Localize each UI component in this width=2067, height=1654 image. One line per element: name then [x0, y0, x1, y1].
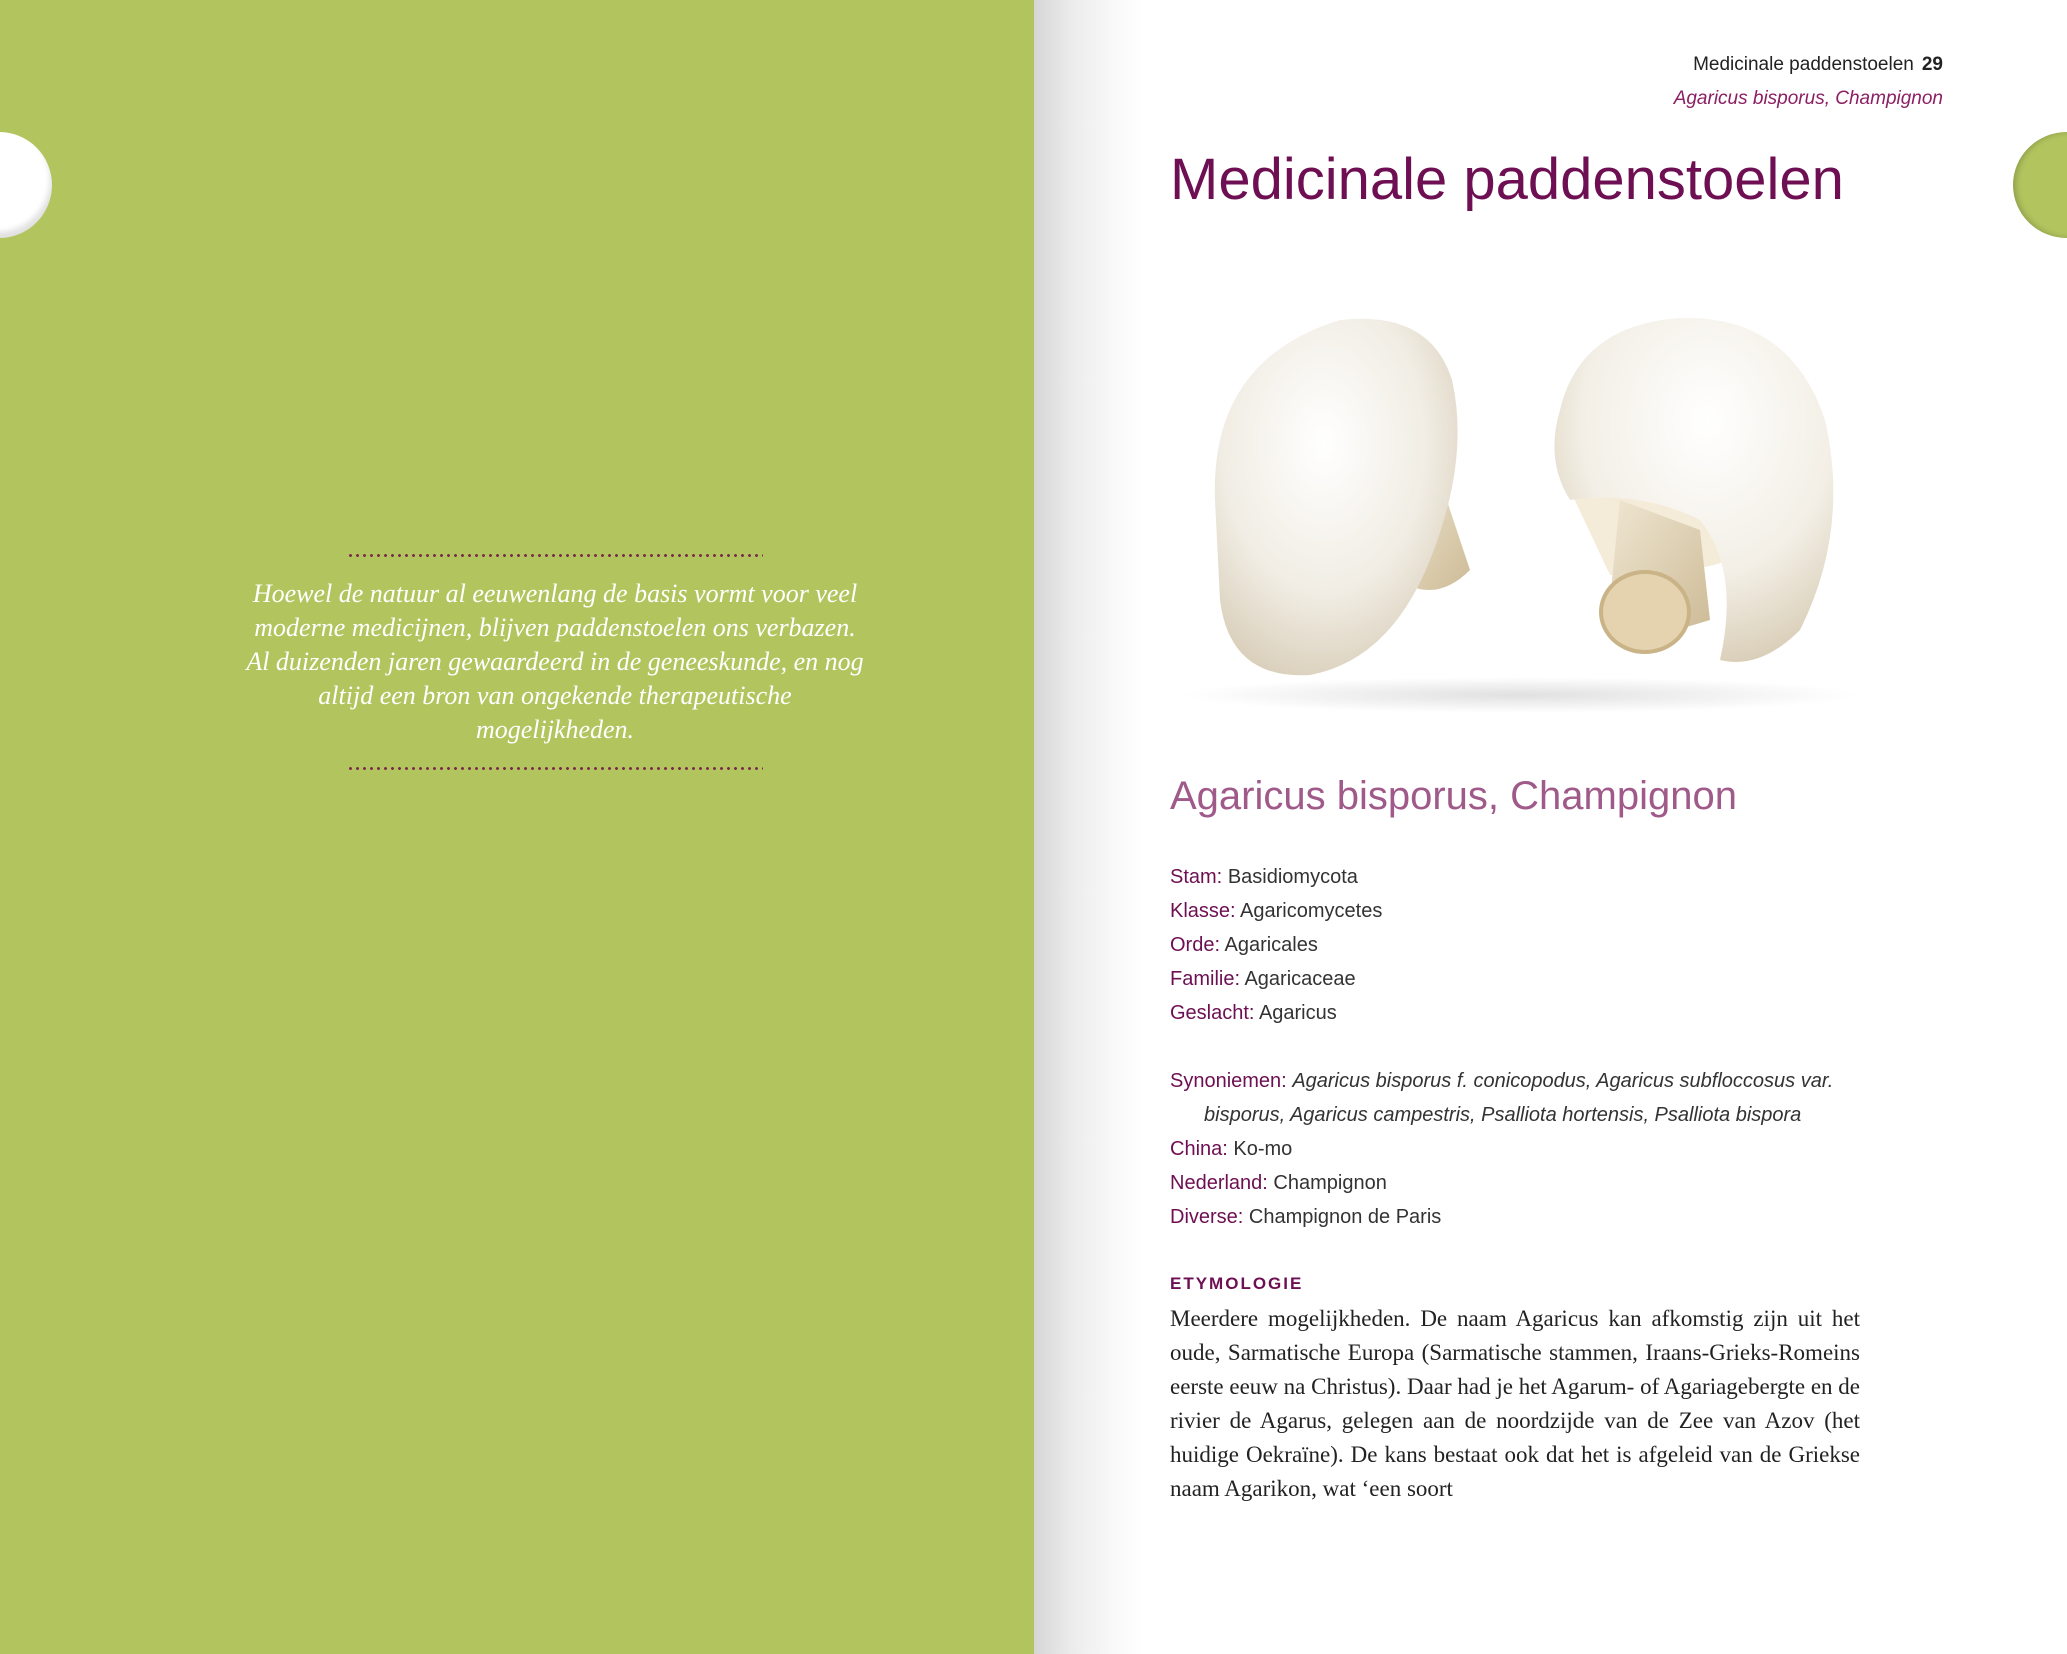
name-value: Champignon: [1273, 1172, 1387, 1194]
mushroom-photo: [1140, 300, 1900, 720]
name-value: Champignon de Paris: [1248, 1206, 1442, 1228]
running-head-section: Agaricus bisporus, Champignon: [1673, 88, 1943, 109]
taxonomy-label: Klasse:: [1170, 900, 1236, 922]
pull-quote: [240, 554, 870, 770]
name-label: Diverse:: [1170, 1206, 1244, 1228]
name-label: Nederland:: [1170, 1172, 1268, 1194]
left-mushroom-cap: [1215, 319, 1458, 676]
taxonomy-label: Stam:: [1170, 866, 1223, 888]
taxonomy-value: Agaricomycetes: [1240, 900, 1383, 922]
taxonomy-row-orde: [1170, 928, 1870, 962]
page-number: 29: [1921, 54, 1943, 75]
etymology-text: Meerdere mogelijkheden. De naam Agaricus kan afkomstig zijn uit het oude, Sarmatische Europa (Sarmatische stammen, Iraans-Grieks-Romeins eerste eeuw na Christus). Daar had je het Agarum- of Agariagebergte en de rivier de Agarus, gelegen aan de noordzijde van de Zee van Azov (het huidige Oekraïne). De kans bestaat ook dat het is afgeleid van de Griekse naam Agarikon, wat ‘een soort: [1170, 1306, 1860, 1501]
names-list: [1170, 1064, 1870, 1234]
taxonomy-value: Agaricaceae: [1244, 968, 1356, 990]
name-row-diverse: [1170, 1200, 1870, 1234]
taxonomy-list: [1170, 860, 1870, 1030]
synonyms-label: Synoniemen:: [1170, 1070, 1287, 1092]
taxonomy-row-klasse: [1170, 894, 1870, 928]
page-tab: [2013, 132, 2067, 238]
name-value: Ko-mo: [1233, 1138, 1293, 1160]
etymology-heading: ETYMOLOGIE: [1170, 1274, 1304, 1293]
chapter-title: Medicinale paddenstoelen: [1170, 147, 1844, 212]
right-mushroom-stem-cut: [1601, 572, 1689, 652]
page-tab-cutout: [0, 132, 52, 238]
species-title: Agaricus bisporus, Champignon: [1170, 774, 1737, 818]
dotted-rule-bottom: [347, 767, 763, 770]
running-head: [1674, 48, 1943, 116]
book-gutter-shadow: [1034, 0, 1144, 1654]
taxonomy-label: Familie:: [1170, 968, 1241, 990]
name-row-china: [1170, 1132, 1870, 1166]
taxonomy-value: Agaricus: [1258, 1002, 1337, 1024]
running-head-chapter: Medicinale paddenstoelen: [1693, 54, 1914, 75]
taxonomy-label: Geslacht:: [1170, 1002, 1255, 1024]
taxonomy-row-stam: [1170, 860, 1870, 894]
quote-text: Hoewel de natuur al eeuwenlang de basis vormt voor veel moderne medicijnen, blijven paddenstoelen ons verbazen. Al duizenden jaren gewaardeerd in de geneeskunde, en nog altijd een bron van ongekende therapeutische mogelijkheden.: [246, 579, 864, 744]
taxonomy-value: Agaricales: [1224, 934, 1318, 956]
taxonomy-value: Basidiomycota: [1227, 866, 1358, 888]
taxonomy-row-familie: [1170, 962, 1870, 996]
name-row-nederland: [1170, 1166, 1870, 1200]
name-label: China:: [1170, 1138, 1228, 1160]
taxonomy-label: Orde:: [1170, 934, 1221, 956]
synonyms-row: [1170, 1064, 1870, 1132]
synonyms-value: Agaricus bisporus f. conicopodus, Agaricus subfloccosus var. bisporus, Agaricus campestris, Psalliota hortensis, Psalliota bispora: [1204, 1070, 1834, 1126]
taxonomy-row-geslacht: [1170, 996, 1870, 1030]
dotted-rule-top: [347, 554, 763, 557]
